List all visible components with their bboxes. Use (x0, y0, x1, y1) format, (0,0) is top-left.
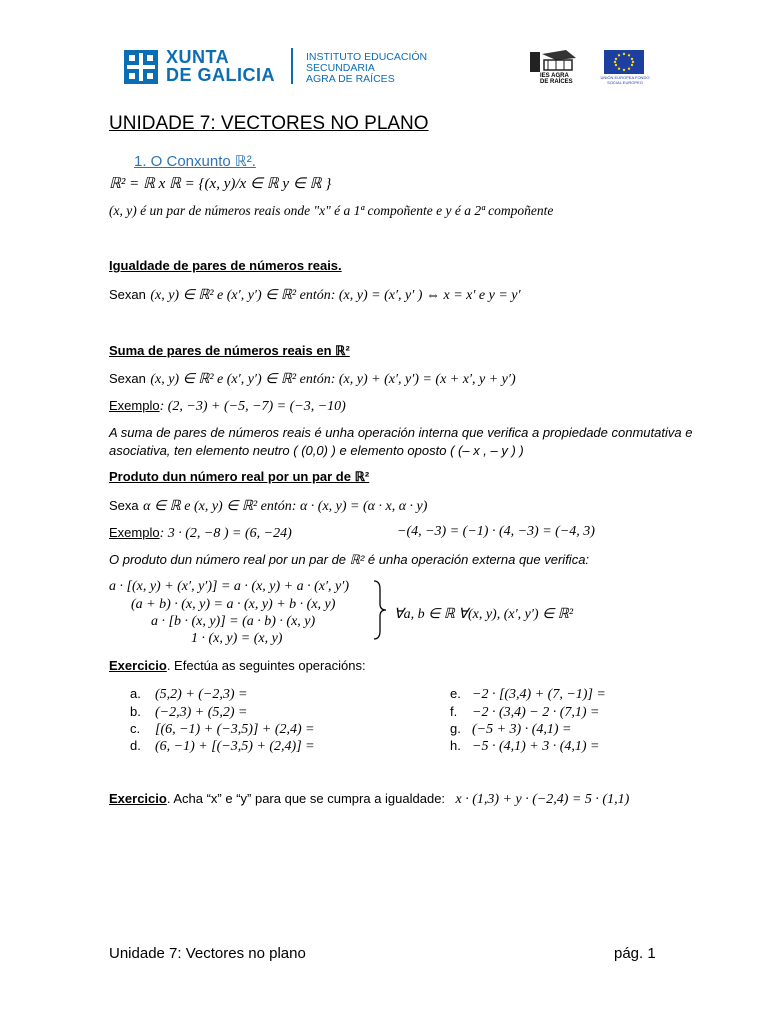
equality-definition: Sexan (x, y) ∈ ℝ² e (x′, y′) ∈ ℝ² entón: (x, y) = (x′, y′ ) ⇔ x = x′ e y = y′ (109, 287, 521, 303)
right-brace-icon (372, 579, 388, 641)
sum-definition: Sexan (x, y) ∈ ℝ² e (x′, y′) ∈ ℝ² entón: (x, y) + (x′, y′) = (x + x′, y + y′) (109, 371, 516, 387)
exercise2: Exercicio. Acha “x” e “y” para que se cumpra a igualdade: x · (1,3) + y · (−2,4) = 5 · (1,1) (109, 791, 630, 807)
exercise1-heading: Exercicio. Efectúa as seguintes operacións: (109, 658, 366, 673)
eu-logo (600, 50, 648, 90)
sum-heading: Suma de pares de números reais en ℝ² (109, 343, 350, 358)
document-title: UNIDADE 7: VECTORES NO PLANO (109, 113, 429, 134)
pair-description: (x, y) é un par de números reais onde "x" é a 1ª compoñente e y é a 2ª compoñente (109, 203, 554, 218)
exercise-item-d: d. (6, −1) + [(−3,5) + (2,4)] = (130, 738, 315, 754)
sum-note-line1: A suma de pares de números reais é unha operación interna que verifica a propiedade conmutativa e (109, 425, 693, 440)
property-quantifier: ∀a, b ∈ ℝ ∀(x, y), (x′, y′) ∈ ℝ² (394, 607, 574, 622)
product-note: O produto dun número real por un par de ℝ² é unha operación externa que verifica: (109, 552, 590, 567)
product-example-2: −(4, −3) = (−1) · (4, −3) = (−4, 3) (397, 524, 595, 539)
xunta-logo (124, 48, 299, 88)
equality-heading: Igualdade de pares de números reais. (109, 258, 342, 273)
exercise-item-h: h. −5 · (4,1) + 3 · (4,1) = (450, 738, 600, 754)
exercise-item-c: c. [(6, −1) + (−3,5)] + (2,4) = (130, 721, 315, 737)
exercise-item-e: e. −2 · [(3,4) + (7, −1)] = (450, 686, 606, 702)
product-definition: Sexa α ∈ ℝ e (x, y) ∈ ℝ² entón: α · (x, y) = (α · x, α · y) (109, 498, 428, 514)
footer-title: Unidade 7: Vectores no plano (109, 945, 306, 962)
exercise-item-f: f. −2 · (3,4) − 2 · (7,1) = (450, 704, 600, 720)
property-identity: 1 · (x, y) = (x, y) (191, 631, 283, 646)
property-associative: a · [b · (x, y)] = (a · b) · (x, y) (151, 614, 316, 629)
logo-divider (291, 48, 293, 84)
eu-text: UNIÓN EUROPEA FONDO SOCIAL EUROPEO (600, 75, 650, 85)
exercise-item-a: a. (5,2) + (−2,3) = (130, 686, 248, 702)
sum-note-line2: asociativa, ten elemento neutro ( (0,0) ) e elemento oposto ( (– x , – y ) ) (109, 443, 524, 458)
page-number: pág. 1 (614, 945, 656, 962)
xunta-name: XUNTA DE GALICIA (166, 47, 276, 85)
exercise-item-g: g. (−5 + 3) · (4,1) = (450, 721, 572, 737)
r2-definition: ℝ² = ℝ x ℝ = {(x, y)/x ∈ ℝ y ∈ ℝ } (109, 176, 332, 192)
section1-title: 1. O Conxunto ℝ². (134, 153, 256, 170)
property-distributive-pair: a · [(x, y) + (x′, y′)] = a · (x, y) + a · (x′, y′) (109, 579, 349, 594)
school-logo: IES AGRA DE RAÍCES (526, 48, 582, 86)
xunta-emblem-icon (124, 50, 158, 84)
eu-flag-icon (604, 50, 644, 74)
property-distributive-scalar: (a + b) · (x, y) = a · (x, y) + b · (x, y) (131, 597, 336, 612)
institute-name: INSTITUTO EDUCACIÓN SECUNDARIA AGRA DE RAÍCES (306, 51, 428, 85)
sum-example: Exemplo: (2, −3) + (−5, −7) = (−3, −10) (109, 398, 346, 414)
product-example-1: Exemplo: 3 · (2, −8 ) = (6, −24) (109, 525, 292, 541)
product-heading: Produto dun número real por un par de ℝ² (109, 469, 370, 484)
exercise-item-b: b. (−2,3) + (5,2) = (130, 704, 248, 720)
